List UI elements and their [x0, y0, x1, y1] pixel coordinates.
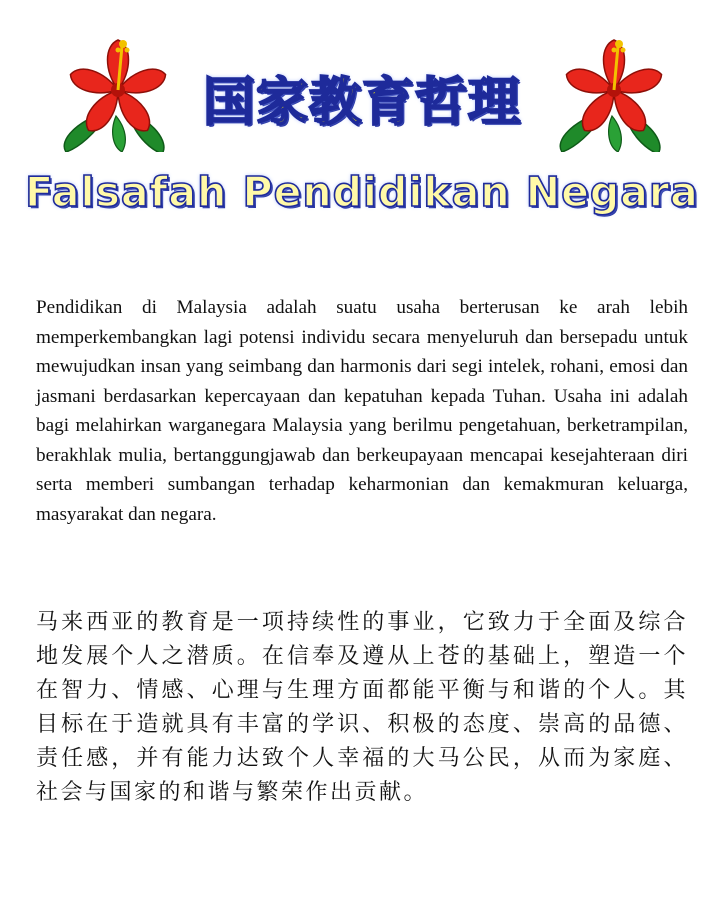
paragraph-malay: Pendidikan di Malaysia adalah suatu usaha berterusan ke arah lebih memperkembangkan lagi potensi individu secara menyeluruh dan bersepadu untuk mewujudkan insan yang seimbang dan harmonis dari segi intelek, rohani, emosi dan jasmani berdasarkan kepercayaan dan kepatuhan kepada Tuhan. Usaha ini adalah bagi melahirkan warganegara Malaysia yang berilmu pengetahuan, berketrampilan, berakhlak mulia, bertanggungjawab dan berkeupayaan mencapai kesejahteraan diri serta memberi sumbangan terhadap keharmonian dan kemakmuran keluarga, masyarakat dan negara.: [36, 297, 688, 525]
title-chinese: 国家教育哲理: [202, 73, 521, 133]
title-malay: Falsafah Pendidikan Negara: [25, 168, 699, 216]
paragraph-chinese: 马来西亚的教育是一项持续性的事业，它致力于全面及综合地发展个人之潜质。在信奉及遵从上苍的基础上，塑造一个在智力、情感、心理与生理方面都能平衡与和谐的个人。其目标在于造就具有丰富的学识、积极的态度、崇高的品德、责任感，并有能力达致个人幸福的大马公民，从而为家庭、社会与国家的和谐与繁荣作出贡献。: [36, 610, 688, 805]
